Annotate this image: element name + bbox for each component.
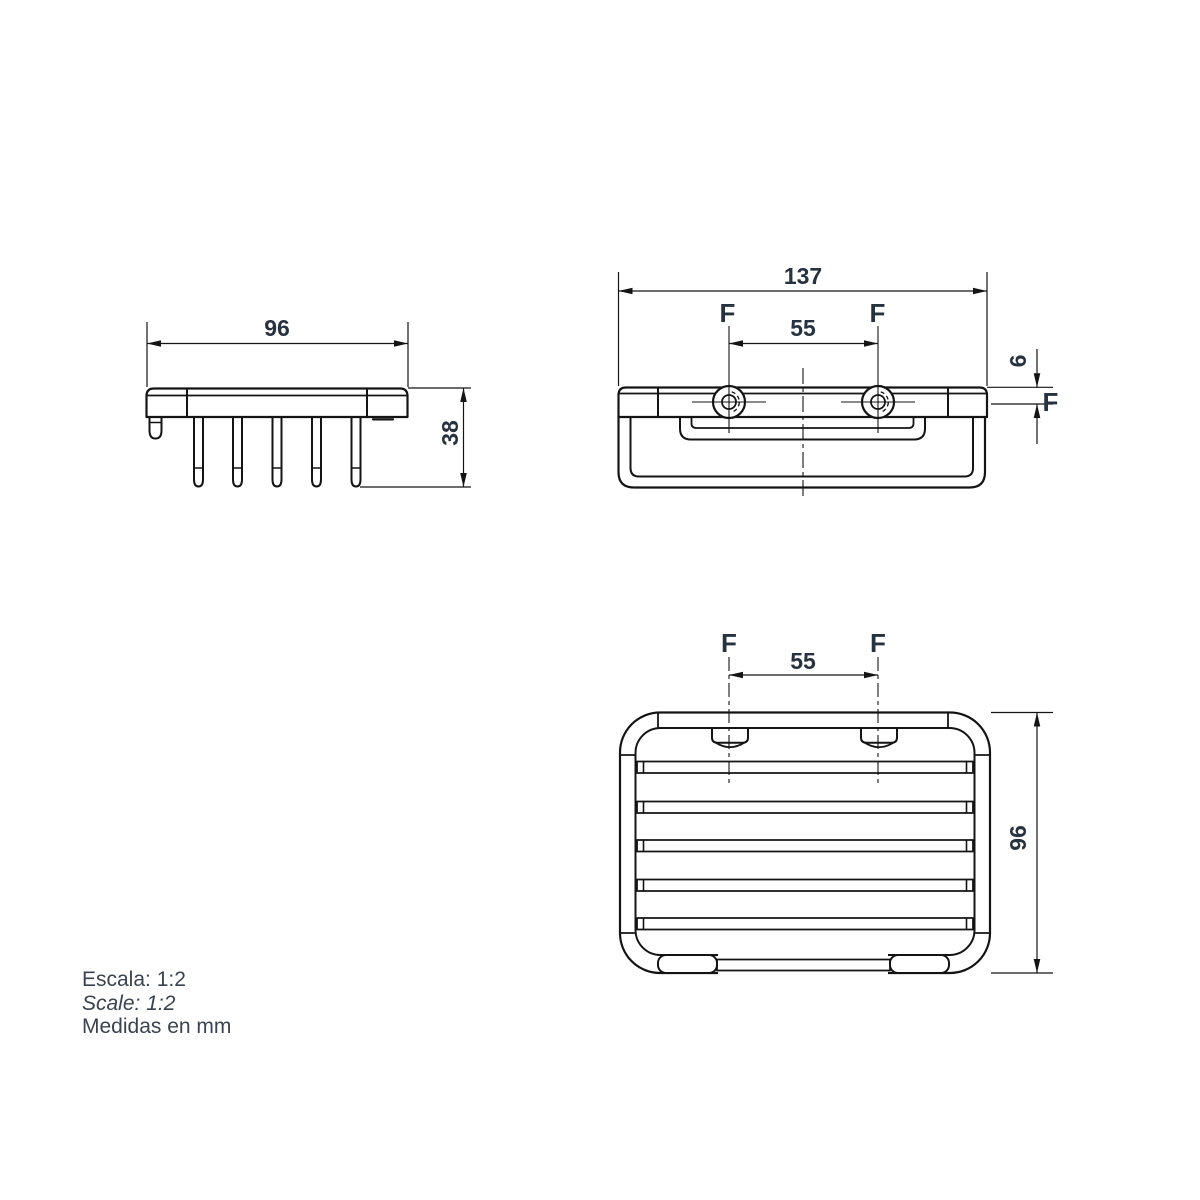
prong <box>352 417 361 487</box>
prong <box>312 417 321 487</box>
arrowhead <box>1034 404 1041 418</box>
arrowhead <box>619 288 633 295</box>
dim-top-fixing-spacing: 55 <box>790 648 816 674</box>
front-frame-inner <box>631 417 974 477</box>
fixing-label-front-side: F <box>1042 387 1059 417</box>
front-view-body <box>619 326 988 497</box>
front-rail <box>658 948 949 977</box>
slat <box>637 762 973 774</box>
side-view-dimensions <box>147 315 471 487</box>
notes-block <box>82 968 231 1038</box>
top-view-body <box>620 657 990 977</box>
dim-side-height: 38 <box>437 420 463 446</box>
dim-side-width: 96 <box>264 315 290 341</box>
slat <box>637 918 973 930</box>
arrowhead <box>729 672 743 679</box>
arrowhead <box>460 473 467 487</box>
slat <box>637 802 973 814</box>
arrowhead <box>729 340 743 347</box>
slat-end-tick <box>644 802 967 814</box>
arrowhead <box>864 672 878 679</box>
fixing-label-front-left: F <box>719 298 736 328</box>
slat <box>637 880 973 892</box>
slat-end-tick <box>644 918 967 930</box>
screw-tab-right <box>861 728 897 747</box>
arrowhead <box>1034 373 1041 387</box>
fixing-label-top-left: F <box>721 628 737 658</box>
frame-weld-ticks <box>620 713 990 934</box>
arrowhead <box>147 340 161 347</box>
rail-capsule-right <box>890 955 949 973</box>
tab-outline <box>712 728 748 743</box>
side-mounting-bar <box>147 389 408 418</box>
fixing-label-top-right: F <box>870 628 886 658</box>
dim-top-depth: 96 <box>1005 825 1031 851</box>
note-scale-es: Escala: 1:2 <box>82 968 186 991</box>
dim-front-width: 137 <box>783 263 823 289</box>
side-prongs <box>194 417 361 487</box>
prong <box>194 417 203 487</box>
basket-slats <box>637 762 973 930</box>
arrowhead <box>864 340 878 347</box>
arrowhead <box>1034 959 1041 973</box>
screw-tab-left <box>712 728 748 747</box>
front-view <box>619 263 1059 497</box>
side-view-body <box>147 389 408 487</box>
prong <box>233 417 242 487</box>
arrowhead <box>460 388 467 402</box>
rail-capsule-left <box>658 955 717 973</box>
slat-end-tick <box>644 762 967 774</box>
side-view <box>147 315 472 487</box>
arrowhead <box>394 340 408 347</box>
fixing-label-front-right: F <box>869 298 886 328</box>
arrowhead <box>973 288 987 295</box>
slat-end-tick <box>644 880 967 892</box>
note-units: Medidas en mm <box>82 1015 232 1038</box>
arrowhead <box>1034 713 1041 727</box>
dim-front-fixing-spacing: 55 <box>790 315 816 341</box>
top-view-dimensions <box>721 628 1053 973</box>
tab-outline <box>861 728 897 743</box>
rail-connecting-bar <box>717 960 890 971</box>
note-scale-en: Scale: 1:2 <box>82 992 176 1015</box>
slat <box>637 840 973 852</box>
dim-front-fixing-offset: 6 <box>1005 354 1031 368</box>
top-view <box>620 628 1053 977</box>
basket-frame-outer <box>620 713 990 974</box>
prong <box>273 417 282 487</box>
side-wall-hook <box>150 417 162 439</box>
slat-end-tick <box>644 840 967 852</box>
